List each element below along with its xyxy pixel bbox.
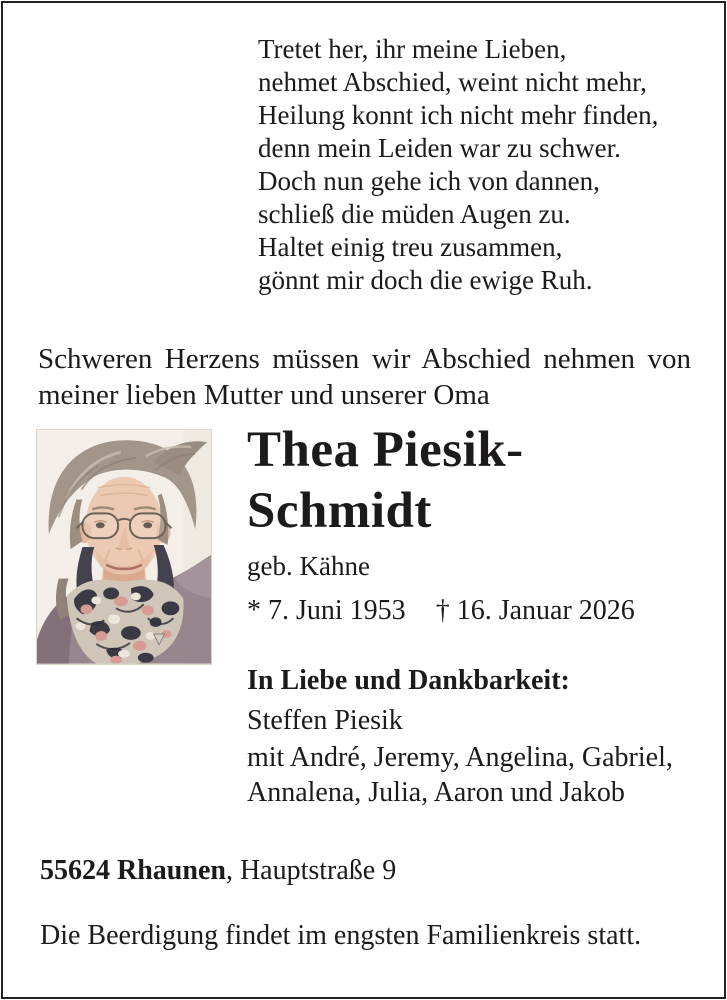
address-street: , Hauptstraße 9 (225, 855, 397, 886)
intro-paragraph: Schweren Herzens müssen wir Abschied nehmen von meiner lieben Mutter und unserer Oma (38, 343, 691, 411)
deceased-name-line2: Schmidt (247, 483, 432, 539)
poem-line: Heilung konnt ich nicht mehr finden, (258, 100, 659, 130)
poem-line: Tretet her, ihr meine Lieben, (258, 34, 567, 64)
address-line (40, 855, 396, 887)
mourner-family (247, 740, 673, 810)
poem-line: schließ die müden Augen zu. (258, 199, 571, 229)
mourner-family-line2: Annalena, Julia, Aaron und Jakob (247, 777, 625, 808)
mourners-heading: In Liebe und Dankbarkeit: (247, 665, 570, 696)
deceased-name-line1: Thea Piesik- (247, 422, 524, 478)
poem-line: Doch nun gehe ich von dannen, (258, 166, 600, 196)
portrait-photo (36, 429, 212, 665)
deceased-name (247, 420, 524, 542)
mourner-family-line1: mit André, Jeremy, Angelina, Gabriel, (247, 742, 673, 773)
death-date: † 16. Januar 2026 (435, 595, 635, 626)
maiden-name: geb. Kähne (247, 551, 370, 581)
portrait-photo-illustration (37, 430, 211, 664)
poem-line: gönnt mir doch die ewige Ruh. (258, 265, 593, 295)
life-dates (247, 595, 635, 627)
poem-line: Haltet einig treu zusammen, (258, 232, 563, 262)
address-locality: 55624 Rhaunen (40, 855, 226, 886)
funeral-note: Die Beerdigung findet im engsten Familienkreis statt. (40, 920, 642, 951)
memorial-poem (258, 33, 658, 297)
mourner-main: Steffen Piesik (247, 705, 403, 736)
poem-line: nehmet Abschied, weint nicht mehr, (258, 67, 647, 97)
poem-line: denn mein Leiden war zu schwer. (258, 133, 621, 163)
birth-date: * 7. Juni 1953 (247, 595, 406, 626)
